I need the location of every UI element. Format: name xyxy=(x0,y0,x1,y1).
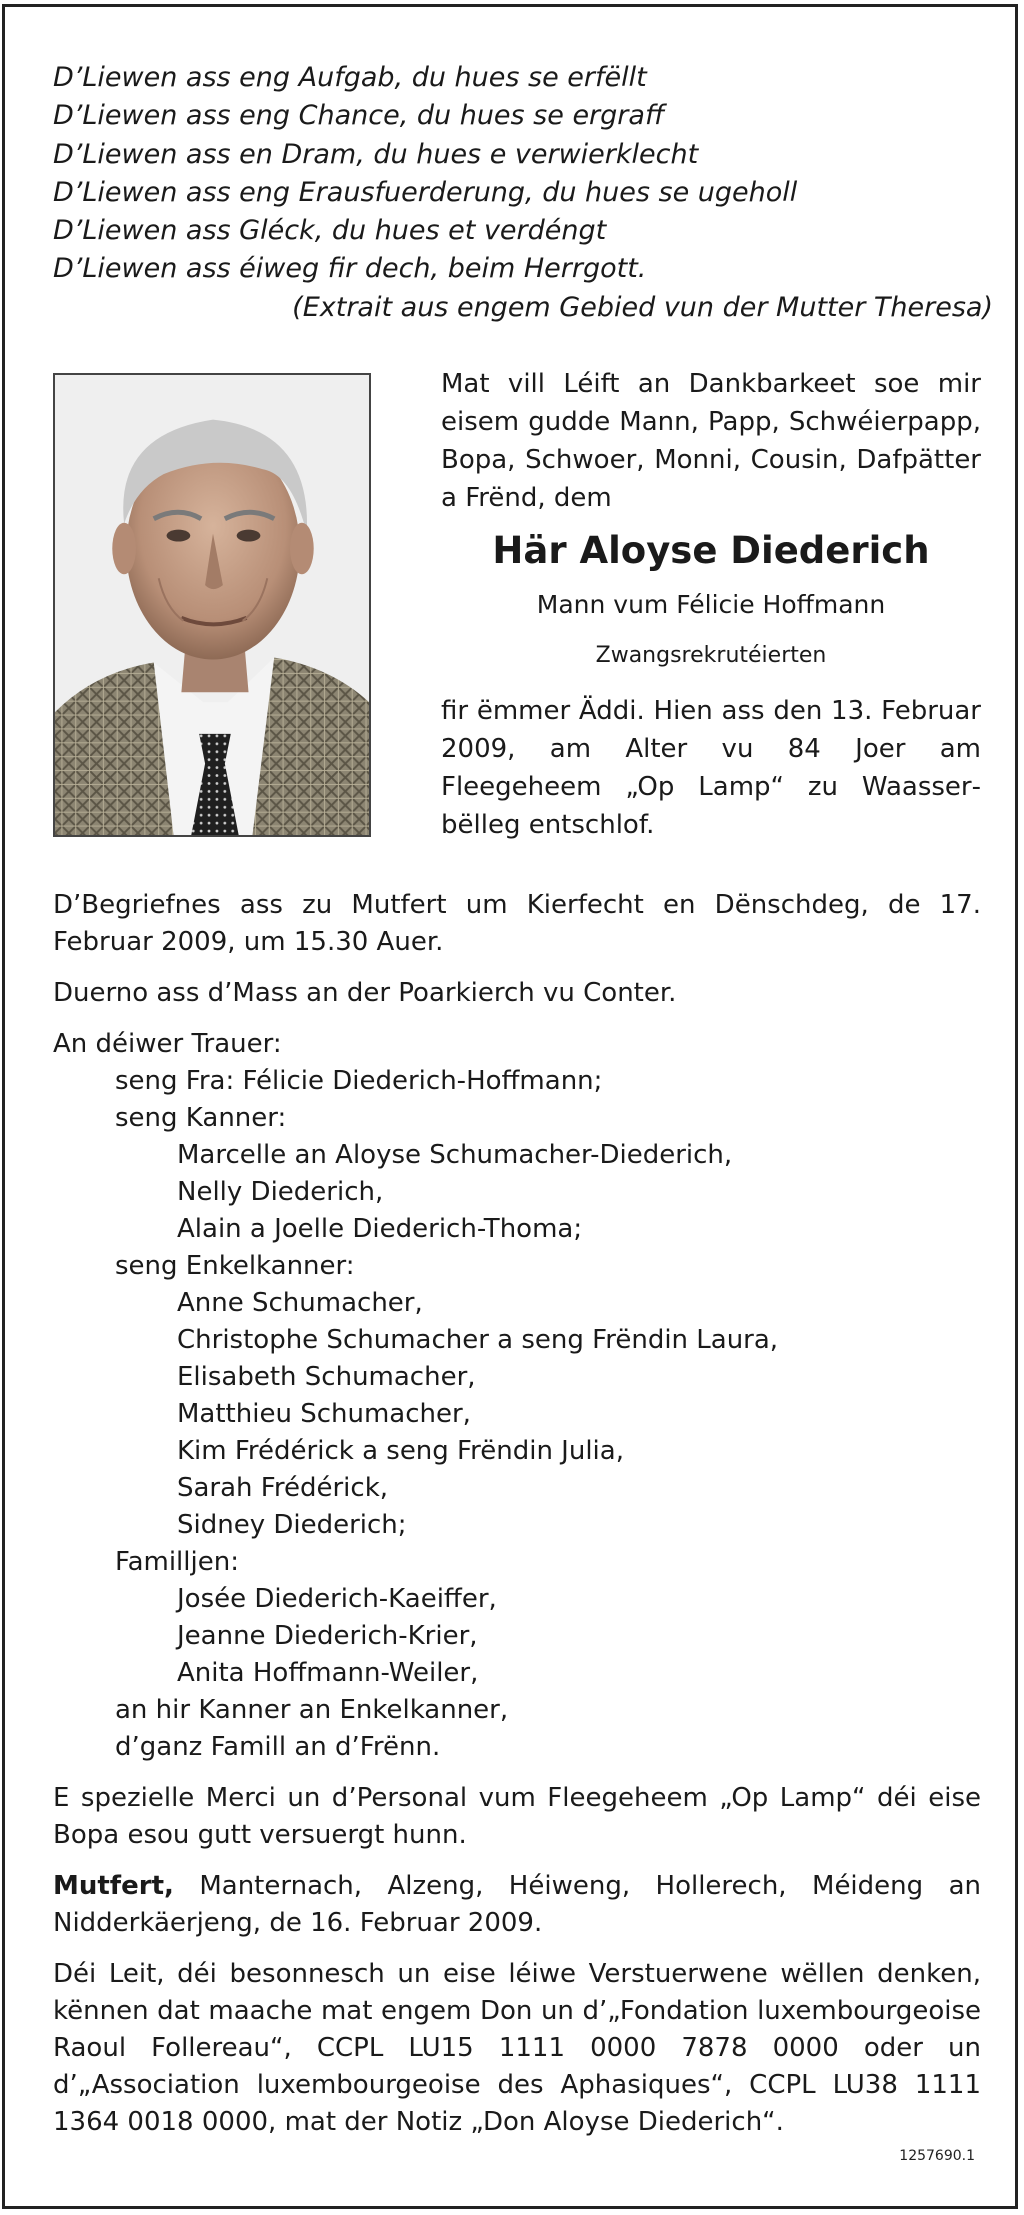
child-entry: Marcelle an Aloyse Schumacher-Diederich, xyxy=(177,1140,733,1170)
mourner-wife: seng Fra: Félicie Diederich-Hoffmann; xyxy=(115,1066,603,1096)
place-bold: Mutfert, xyxy=(53,1871,174,1901)
poem-line: D’Liewen ass eng Aufgab, du hues se erfëllt xyxy=(53,62,647,93)
mourners-closing: d’ganz Famill an d’Frënn. xyxy=(115,1732,441,1762)
grandchild-entry: Anne Schumacher, xyxy=(177,1288,423,1318)
place-date xyxy=(53,1868,981,1942)
intro-text: Mat vill Léift an Dankbarkeet soe mir eisem gudde Mann, Papp, Schwéierpapp, Bopa, Schwoer, Monni, Cousin, Dafpätter a Frënd, dem xyxy=(441,369,981,513)
family-entry: Anita Hoffmann-Weiler, xyxy=(177,1658,479,1688)
child-entry: Nelly Diederich, xyxy=(177,1177,384,1207)
families-label: Familljen: xyxy=(115,1547,239,1577)
family-entry: Josée Diederich-Kaeiffer, xyxy=(177,1584,497,1614)
poem-line: D’Liewen ass eng Erausfuerderung, du hues se ugeholl xyxy=(53,176,798,208)
grandchild-entry: Matthieu Schumacher, xyxy=(177,1399,471,1429)
grandchild-entry: Sidney Diederich; xyxy=(177,1510,407,1540)
poem-line: D’Liewen ass en Dram, du hues e verwierklecht xyxy=(53,138,699,170)
deceased-status: Zwangsrekrutéierten xyxy=(595,643,827,668)
deceased-spouse: Mann vum Félicie Hoffmann xyxy=(536,590,886,619)
portrait-image xyxy=(55,375,369,835)
reference-code: 1257690.1 xyxy=(899,2148,975,2164)
funeral-info: D’Begriefnes ass zu Mutfert um Kierfecht en Dënschdeg, de 17. Februar 2009, um 15.30 Auer. xyxy=(53,890,981,957)
mass-info: Duerno ass d’Mass an der Poarkierch vu Conter. xyxy=(53,978,677,1008)
donation-text: Déi Leit, déi besonnesch un eise léiwe Verstuerwene wëllen denken, kënnen dat maache mat engem Don un d’„Fondation luxembourgeoise Raoul Follereau“, CCPL LU15 1111 0000 7878 0000 oder un d’„Association luxembourgeoise des Aphasiques“, CCPL LU38 1111 1364 0018 0000, mat der Notiz „Don Aloyse Diederich“. xyxy=(53,1959,981,2137)
poem-attribution: (Extrait aus engem Gebied vun der Mutter Theresa) xyxy=(292,291,993,323)
mourners-heading: An déiwer Trauer: xyxy=(53,1029,282,1059)
notice-body xyxy=(53,887,981,2141)
grandchildren-label: seng Enkelkanner: xyxy=(115,1251,355,1281)
poem-line: D’Liewen ass éiweg fir dech, beim Herrgott. xyxy=(53,253,647,285)
grandchild-entry: Sarah Frédérick, xyxy=(177,1473,389,1503)
children-label: seng Kanner: xyxy=(115,1103,287,1133)
portrait-photo xyxy=(53,373,371,837)
child-entry: Alain a Joelle Diederich-Thoma; xyxy=(177,1214,583,1244)
obituary-notice xyxy=(2,4,1018,2209)
grandchild-entry: Kim Frédérick a seng Frëndin Julia, xyxy=(177,1436,624,1466)
thanks-text: E spezielle Merci un d’Personal vum Fleegeheem „Op Lamp“ déi eise Bopa esou gutt versuergt hunn. xyxy=(53,1783,981,1850)
mourners-closing: an hir Kanner an Enkelkanner, xyxy=(115,1695,509,1725)
poem-line: D’Liewen ass Gléck, du hues et verdéngt xyxy=(53,215,607,247)
place-rest: Manternach, Alzeng, Héiweng, Hollerech, Méideng an Nidderkäerjeng, de 16. Februar 2009. xyxy=(53,1871,981,1938)
poem-line: D’Liewen ass eng Chance, du hues se ergraff xyxy=(53,100,665,132)
grandchild-entry: Christophe Schumacher a seng Frëndin Laura, xyxy=(177,1325,779,1355)
deceased-name: Här Aloyse Diederich xyxy=(492,529,930,572)
family-entry: Jeanne Diederich-Krier, xyxy=(177,1621,478,1651)
death-announcement: fir ëmmer Äddi. Hien ass den 13. Februar 2009, am Alter vu 84 Joer am Fleegeheem „Op Lamp“ zu Waasserbëlleg entschlof. xyxy=(441,696,981,840)
grandchild-entry: Elisabeth Schumacher, xyxy=(177,1362,476,1392)
poem-block xyxy=(53,59,993,327)
